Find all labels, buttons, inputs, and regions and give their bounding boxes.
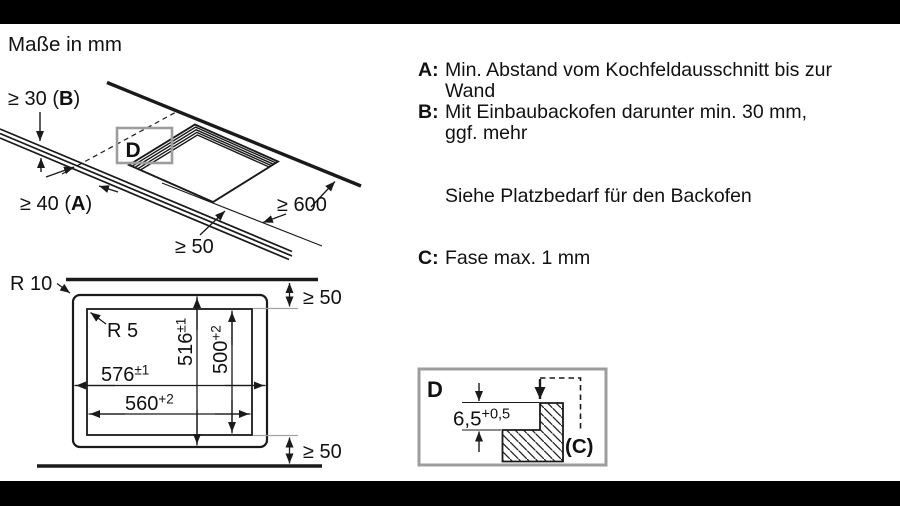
detail-leader-dashed-line (62, 111, 178, 174)
legend-key-c: C: (418, 247, 439, 269)
legend-text-line: Min. Abstand vom Kochfeldausschnitt bis zur (445, 59, 832, 81)
legend-text-line: ggf. mehr (445, 122, 528, 144)
isometric-view (0, 83, 361, 260)
clearance-label-top: ≥ 50 (303, 287, 342, 309)
legend-item-c (418, 248, 590, 269)
legend-key-b: B: (418, 101, 439, 123)
page-title: Maße in mm (8, 33, 122, 56)
legend-text-line: Fase max. 1 mm (445, 247, 591, 269)
dim-label-step: $6,5^{+0,5}$ (453, 406, 511, 431)
dim-label-560: $560^{+2}$ (125, 391, 174, 415)
legend-text-line: Mit Einbaubackofen darunter min. 30 mm, (445, 101, 808, 123)
legend-item-b (418, 102, 807, 144)
legend-text-line: Siehe Platzbedarf für den Backofen (445, 185, 752, 207)
dim-arrow-a-1 (46, 167, 74, 177)
dim-label-50-front: ≥ 50 (175, 236, 214, 258)
dim-label-576: $576^{\pm 1}$ (101, 362, 150, 386)
legend-key-a: A: (418, 59, 439, 81)
clearance-label-bottom: ≥ 50 (303, 441, 342, 463)
legend-text-line: Wand (445, 80, 496, 102)
radius-leader-r5 (91, 313, 107, 325)
detail-marker-label: D (427, 377, 443, 402)
radius-leader-r10 (57, 284, 70, 294)
wall-edge-line (107, 83, 361, 187)
chamfer-ref-label: (C) (565, 435, 594, 458)
detail-marker-label: D (125, 139, 141, 162)
plan-view (10, 273, 342, 466)
dim-label-30-b: ≥ 30 (B) (8, 88, 81, 110)
dim-label-40-a: ≥ 40 (A) (20, 193, 93, 215)
radius-label-r10: R 10 (10, 273, 53, 295)
dim-label-516: $516^{\pm 1}$ (173, 317, 197, 366)
legend-note (418, 186, 752, 207)
detail-d-view (419, 369, 606, 465)
dim-label-600: ≥ 600 (277, 194, 327, 216)
dim-label-500: $500^{+2}$ (208, 325, 232, 374)
radius-label-r5: R 5 (107, 320, 139, 342)
legend-item-a (418, 60, 832, 102)
